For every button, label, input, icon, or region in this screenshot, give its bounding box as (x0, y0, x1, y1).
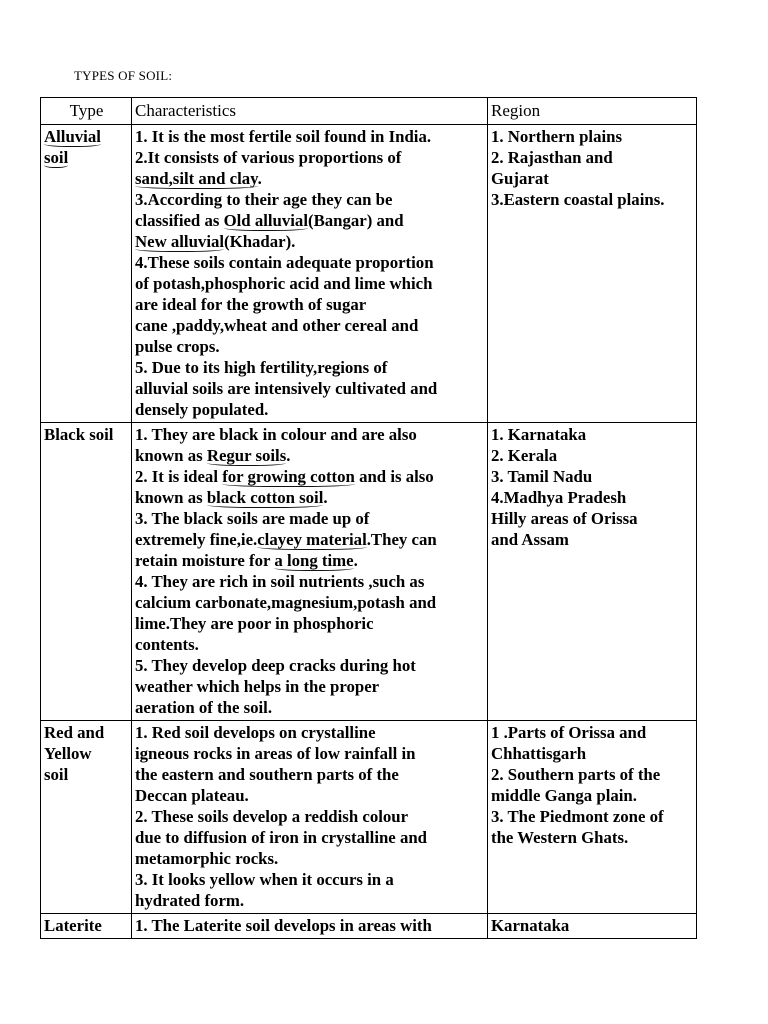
text-line: contents. (135, 635, 199, 654)
text-line: Laterite (44, 916, 102, 935)
text-line: 2. It is ideal for growing cotton and is also (135, 467, 434, 486)
text-line: the eastern and southern parts of the (135, 765, 399, 784)
soil-types-table (40, 97, 697, 939)
region-cell (488, 125, 697, 423)
text-line: the Western Ghats. (491, 828, 629, 847)
text-line: 3. The black soils are made up of (135, 509, 370, 528)
text-line: calcium carbonate,magnesium,potash and (135, 593, 437, 612)
text-line: hydrated form. (135, 891, 245, 910)
pen-underline: Regur soils (206, 446, 287, 465)
characteristics-cell (132, 914, 488, 939)
text-line: metamorphic rocks. (135, 849, 279, 868)
text-line: 2.It consists of various proportions of (135, 148, 402, 167)
text-line (44, 147, 129, 168)
text-line: retain moisture for a long time. (135, 551, 358, 570)
text-line: 2. These soils develop a reddish colour (135, 807, 409, 826)
text-line: 2. Kerala (491, 446, 558, 465)
text-line: Deccan plateau. (135, 786, 249, 805)
text-line: Red and (44, 723, 105, 742)
text-line: igneous rocks in areas of low rainfall in (135, 744, 416, 763)
text-line: 1. The Laterite soil develops in areas with (135, 916, 432, 935)
text-line: 4.Madhya Pradesh (491, 488, 627, 507)
text-line: cane ,paddy,wheat and other cereal and (135, 316, 419, 335)
text-line: known as black cotton soil. (135, 488, 328, 507)
text-line: Black soil (44, 425, 114, 444)
text-line: 1. They are black in colour and are also (135, 425, 417, 444)
text-line: extremely fine,ie.clayey material.They can (135, 530, 437, 549)
type-cell (41, 721, 132, 914)
text-line: 3. Tamil Nadu (491, 467, 593, 486)
pen-underline: clayey material (257, 530, 367, 549)
pen-underline: black cotton soil (206, 488, 324, 507)
text-line: Gujarat (491, 169, 549, 188)
table-header-row (41, 98, 697, 125)
text-line: 3. The Piedmont zone of (491, 807, 664, 826)
text-line: 4.These soils contain adequate proportion (135, 253, 434, 272)
column-header-type: Type (41, 98, 132, 125)
text-line: 1. Northern plains (491, 127, 622, 146)
text-line (44, 126, 129, 147)
characteristics-cell (132, 125, 488, 423)
text-line: Hilly areas of Orissa (491, 509, 638, 528)
text-line: sand,silt and clay. (135, 169, 262, 188)
text-line: 2. Rajasthan and (491, 148, 613, 167)
text-line: 3. It looks yellow when it occurs in a (135, 870, 394, 889)
text-line: 3.According to their age they can be (135, 190, 393, 209)
region-cell (488, 423, 697, 721)
pen-underline: Old alluvial (223, 211, 308, 230)
text-line: 1 .Parts of Orissa and (491, 723, 647, 742)
text-line: classified as Old alluvial(Bangar) and (135, 211, 404, 230)
column-header-region: Region (488, 98, 697, 125)
text-line: Chhattisgarh (491, 744, 587, 763)
text-line: due to diffusion of iron in crystalline and (135, 828, 428, 847)
table-row-laterite (41, 914, 697, 939)
region-cell (488, 721, 697, 914)
pen-underline: Alluvial (44, 127, 101, 146)
text-line: pulse crops. (135, 337, 220, 356)
text-line: alluvial soils are intensively cultivated and (135, 379, 438, 398)
text-line: and Assam (491, 530, 569, 549)
characteristics-cell (132, 423, 488, 721)
type-cell (41, 914, 132, 939)
pen-underline: a long time (274, 551, 354, 570)
document-title: TYPES OF SOIL: (74, 68, 173, 83)
text-line: 3.Eastern coastal plains. (491, 190, 665, 209)
table-body (41, 125, 697, 939)
text-line: New alluvial(Khadar). (135, 232, 296, 251)
text-line: soil (44, 765, 69, 784)
text-line: 5. They develop deep cracks during hot (135, 656, 416, 675)
pen-underline: for growing cotton (222, 467, 355, 486)
text-line: 1. Red soil develops on crystalline (135, 723, 376, 742)
text-line: weather which helps in the proper (135, 677, 380, 696)
text-line: 1. Karnataka (491, 425, 587, 444)
text-line: are ideal for the growth of sugar (135, 295, 367, 314)
text-line: Yellow (44, 744, 92, 763)
table-row-red-yellow (41, 721, 697, 914)
table-row-alluvial (41, 125, 697, 423)
column-header-characteristics: Characteristics (132, 98, 488, 125)
text-line: Karnataka (491, 916, 570, 935)
type-cell (41, 423, 132, 721)
region-cell (488, 914, 697, 939)
pen-underline: New alluvial (135, 232, 225, 251)
text-line: 1. It is the most fertile soil found in India. (135, 127, 432, 146)
table-row-black (41, 423, 697, 721)
text-line: lime.They are poor in phosphoric (135, 614, 374, 633)
pen-underline: sand,silt and clay (135, 169, 258, 188)
characteristics-cell (132, 721, 488, 914)
text-line: of potash,phosphoric acid and lime which (135, 274, 433, 293)
type-cell (41, 125, 132, 423)
pen-underline: soil (44, 148, 69, 167)
text-line: aeration of the soil. (135, 698, 273, 717)
text-line: known as Regur soils. (135, 446, 291, 465)
text-line: 4. They are rich in soil nutrients ,such as (135, 572, 425, 591)
text-line: middle Ganga plain. (491, 786, 637, 805)
text-line: densely populated. (135, 400, 269, 419)
text-line: 2. Southern parts of the (491, 765, 661, 784)
text-line: 5. Due to its high fertility,regions of (135, 358, 388, 377)
